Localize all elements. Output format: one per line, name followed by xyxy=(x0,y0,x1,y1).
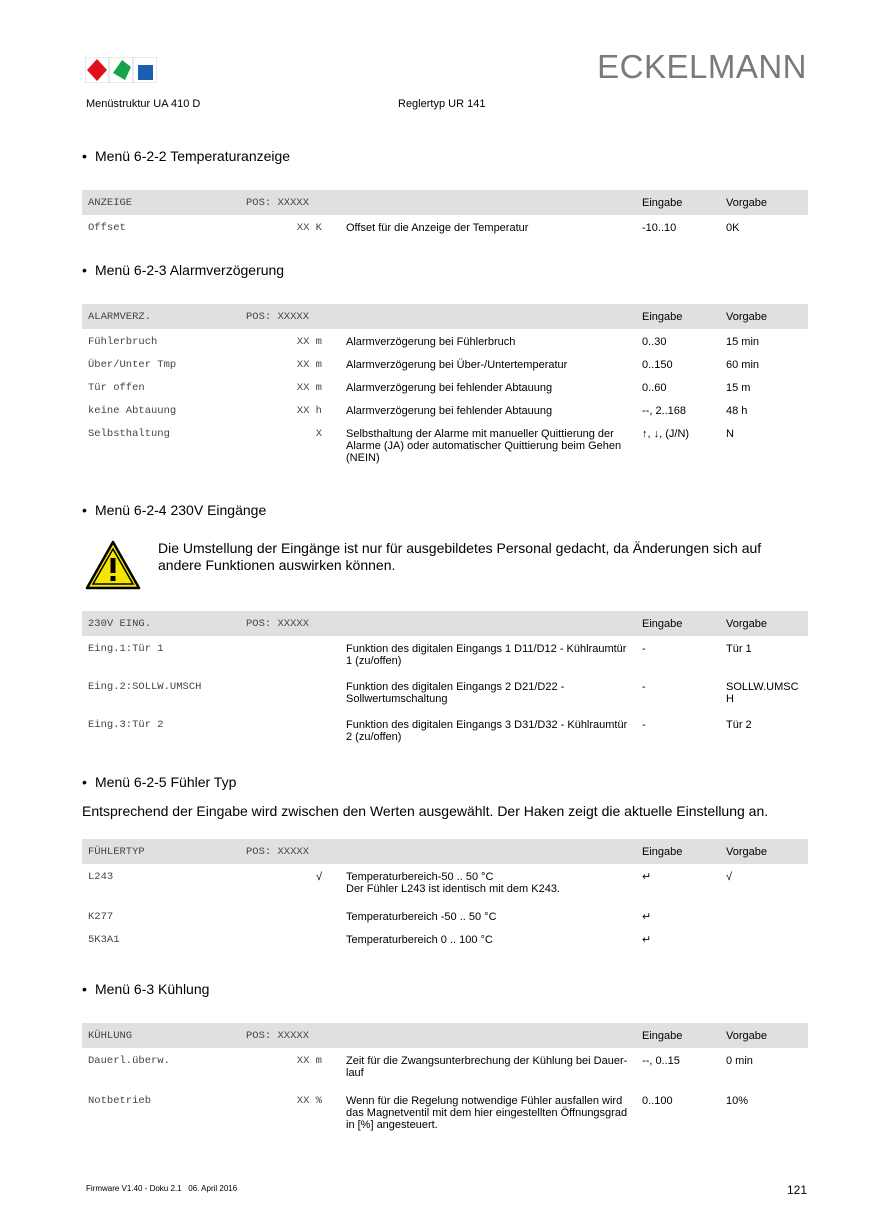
table-header-row xyxy=(82,304,808,329)
warning-text: Die Umstellung der Eingänge ist nur für ausgebildetes Personal gedacht, da Änderungen sich auf andere Funktionen auswirken können. xyxy=(158,540,762,573)
table-cell: ↵ xyxy=(642,911,652,923)
table-header-row xyxy=(82,611,808,636)
table-cell: - xyxy=(642,681,646,693)
table-cell: 5K3A1 xyxy=(88,934,120,946)
table-cell: Alarmverzögerung bei fehlender Abtauung xyxy=(346,405,553,417)
table-cell: keine Abtauung xyxy=(88,405,177,417)
table-row xyxy=(82,352,808,375)
table-cell xyxy=(328,398,340,421)
table-cell xyxy=(328,636,340,674)
menu-table-kuehlung xyxy=(82,1023,808,1135)
table-cell xyxy=(328,904,340,927)
table-cell: ALARMVERZ. xyxy=(82,304,240,329)
table-header-row xyxy=(82,839,808,864)
table-cell xyxy=(328,839,340,864)
table-cell: Eing.3:Tür 2 xyxy=(88,719,164,731)
table-cell xyxy=(340,304,636,329)
menu-table-anzeige xyxy=(82,190,808,238)
table-cell xyxy=(328,352,340,375)
table-cell xyxy=(340,190,636,215)
table-cell: - xyxy=(642,643,646,655)
table-cell: XX m xyxy=(296,382,322,394)
table-cell: Offset xyxy=(88,222,126,234)
table-cell: POS: XXXXX xyxy=(240,1023,328,1048)
table-cell: KÜHLUNG xyxy=(82,1023,240,1048)
table-cell: Eingabe xyxy=(636,1023,720,1048)
table-cell xyxy=(328,864,340,904)
table-cell: Tür 2 xyxy=(726,719,752,731)
table-cell: Funktion des digitalen Eingangs 1 D11/D12 - Kühlraumtür 1 (zu/offen) xyxy=(346,643,627,667)
table-cell: Eingabe xyxy=(636,304,720,329)
table-row xyxy=(82,674,808,712)
table-cell: Notbetrieb xyxy=(88,1095,152,1107)
table-cell xyxy=(240,927,328,950)
table-cell: XX m xyxy=(296,359,322,371)
table-cell: ↵ xyxy=(642,934,652,946)
menu-table-230v-eingaenge xyxy=(82,611,808,750)
table-row xyxy=(82,375,808,398)
footer-firmware: Firmware V1.40 - Doku 2.1 06. April 2016 xyxy=(86,1184,238,1193)
table-cell: Eing.1:Tür 1 xyxy=(88,643,164,655)
table-cell xyxy=(328,611,340,636)
table-cell: Offset für die Anzeige der Temperatur xyxy=(346,222,529,234)
table-cell xyxy=(720,904,808,927)
table-cell: 0..60 xyxy=(642,382,667,394)
menu-table-fuehlertyp xyxy=(82,839,808,950)
table-cell: ↵ xyxy=(642,871,652,883)
header-left: Menüstruktur UA 410 D xyxy=(86,98,201,110)
table-cell: POS: XXXXX xyxy=(240,611,328,636)
table-cell: Tür 1 xyxy=(726,643,752,655)
table-row xyxy=(82,398,808,421)
table-cell: N xyxy=(726,428,734,440)
table-cell: Über/Unter Tmp xyxy=(88,359,177,371)
eckelmann-logo xyxy=(85,57,157,83)
table-cell: √ xyxy=(726,871,733,883)
table-cell: Vorgabe xyxy=(720,304,808,329)
table-cell: POS: XXXXX xyxy=(240,839,328,864)
table-title: ANZEIGE xyxy=(82,190,240,215)
table-cell: FÜHLERTYP xyxy=(82,839,240,864)
table-row xyxy=(82,215,808,238)
table-cell: Temperaturbereich -50 .. 50 °C xyxy=(346,911,497,923)
table-cell: 0..30 xyxy=(642,336,667,348)
table-cell: K277 xyxy=(88,911,114,923)
table-cell: Vorgabe xyxy=(720,839,808,864)
table-cell xyxy=(328,329,340,352)
brand-wordmark: ECKELMANN xyxy=(597,48,807,85)
table-cell: XX m xyxy=(296,1055,322,1067)
table-row xyxy=(82,329,808,352)
table-row xyxy=(82,421,808,468)
table-cell: Dauerl.überw. xyxy=(88,1055,170,1067)
section-paragraph: Entsprechend der Eingabe wird zwischen den Werten ausgewählt. Der Haken zeigt die aktuelle Einstellung an. xyxy=(82,803,769,819)
table-cell: Wenn für die Regelung notwendige Fühler ausfallen wird das Magnetventil mit dem hier eingestellten Öffnungsgrad in [%] angesteuert. xyxy=(346,1095,628,1131)
table-row xyxy=(82,927,808,950)
table-cell: -10..10 xyxy=(642,222,677,234)
table-cell: Fühlerbruch xyxy=(88,336,158,348)
table-cell: Alarmverzögerung bei Über-/Untertemperatur xyxy=(346,359,568,371)
table-cell: 0..150 xyxy=(642,359,673,371)
table-pos: POS: XXXXX xyxy=(240,190,328,215)
table-row xyxy=(82,1048,808,1088)
section-heading: • Menü 6-2-4 230V Eingänge xyxy=(82,502,267,518)
warning-icon xyxy=(85,540,141,590)
table-cell: 15 min xyxy=(726,336,760,348)
table-cell: Vorgabe xyxy=(720,1023,808,1048)
table-cell: SOLLW.UMSCH xyxy=(726,681,799,705)
section-heading: • Menü 6-2-3 Alarmverzögerung xyxy=(82,262,285,278)
table-cell: X xyxy=(315,428,322,440)
table-cell: Temperaturbereich 0 .. 100 °C xyxy=(346,934,493,946)
table-cell: Funktion des digitalen Eingangs 2 D21/D22 - Sollwertumschaltung xyxy=(346,681,565,705)
table-cell: Funktion des digitalen Eingangs 3 D31/D32 - Kühlraumtür 2 (zu/offen) xyxy=(346,719,628,743)
table-cell xyxy=(240,904,328,927)
table-cell: Selbsthaltung xyxy=(88,428,170,440)
menu-table-alarmverz xyxy=(82,304,808,468)
table-cell xyxy=(328,1048,340,1088)
table-cell: XX m xyxy=(296,336,322,348)
table-cell xyxy=(720,927,808,950)
table-header-row xyxy=(82,1023,808,1048)
section-heading: • Menü 6-3 Kühlung xyxy=(82,981,210,997)
table-cell: 60 min xyxy=(726,359,760,371)
col-eingabe: Eingabe xyxy=(636,190,720,215)
page-number: 121 xyxy=(786,1183,807,1197)
table-row xyxy=(82,904,808,927)
table-cell xyxy=(328,421,340,468)
section-heading: • Menü 6-2-2 Temperaturanzeige xyxy=(82,148,291,164)
table-cell xyxy=(328,1088,340,1135)
table-cell: Tür offen xyxy=(88,382,145,394)
table-cell: L243 xyxy=(88,871,114,883)
table-cell xyxy=(340,839,636,864)
table-cell: - xyxy=(642,719,646,731)
table-cell: POS: XXXXX xyxy=(240,304,328,329)
table-cell: 0 min xyxy=(726,1055,753,1067)
table-cell xyxy=(340,1023,636,1048)
table-cell xyxy=(328,304,340,329)
section-heading: • Menü 6-2-5 Fühler Typ xyxy=(82,774,237,790)
table-row xyxy=(82,864,808,904)
table-cell xyxy=(340,611,636,636)
table-cell: Eingabe xyxy=(636,611,720,636)
table-cell: ↑, ↓, (J/N) xyxy=(642,428,690,440)
col-vorgabe: Vorgabe xyxy=(720,190,808,215)
table-cell: XX K xyxy=(296,222,322,234)
table-cell xyxy=(328,190,340,215)
table-cell: Eing.2:SOLLW.UMSCH xyxy=(88,681,202,693)
table-cell: 0..100 xyxy=(642,1095,673,1107)
table-cell: XX % xyxy=(296,1095,322,1107)
table-cell xyxy=(328,712,340,750)
table-cell xyxy=(328,215,340,238)
table-cell: √ xyxy=(315,871,322,883)
table-cell xyxy=(328,674,340,712)
table-cell: Alarmverzögerung bei fehlender Abtauung xyxy=(346,382,553,394)
table-cell: Alarmverzögerung bei Fühlerbruch xyxy=(346,336,516,348)
table-cell: XX h xyxy=(296,405,322,417)
header-center: Reglertyp UR 141 xyxy=(398,98,486,110)
table-cell: 0K xyxy=(726,222,740,234)
table-cell: --, 0..15 xyxy=(642,1055,680,1067)
table-header-row xyxy=(82,190,808,215)
table-row xyxy=(82,712,808,750)
table-cell: Eingabe xyxy=(636,839,720,864)
table-cell: 230V EING. xyxy=(82,611,240,636)
table-cell: --, 2..168 xyxy=(642,405,687,417)
table-cell: 10% xyxy=(726,1095,749,1107)
blue-square-icon xyxy=(138,65,153,80)
table-cell: Temperaturbereich-50 .. 50 °C Der Fühler L243 ist identisch mit dem K243. xyxy=(346,871,560,895)
table-cell xyxy=(328,375,340,398)
table-cell: Selbsthaltung der Alarme mit manueller Quittierung der Alarme (JA) oder automatischer Quittierung beim Gehen (NEIN) xyxy=(346,428,622,464)
table-row xyxy=(82,636,808,674)
table-row xyxy=(82,1088,808,1135)
table-cell: 15 m xyxy=(726,382,751,394)
table-cell xyxy=(328,1023,340,1048)
table-cell: 48 h xyxy=(726,405,748,417)
table-cell xyxy=(328,927,340,950)
table-cell: Vorgabe xyxy=(720,611,808,636)
table-cell: Zeit für die Zwangsunterbrechung der Kühlung bei Dauer-lauf xyxy=(346,1055,628,1079)
